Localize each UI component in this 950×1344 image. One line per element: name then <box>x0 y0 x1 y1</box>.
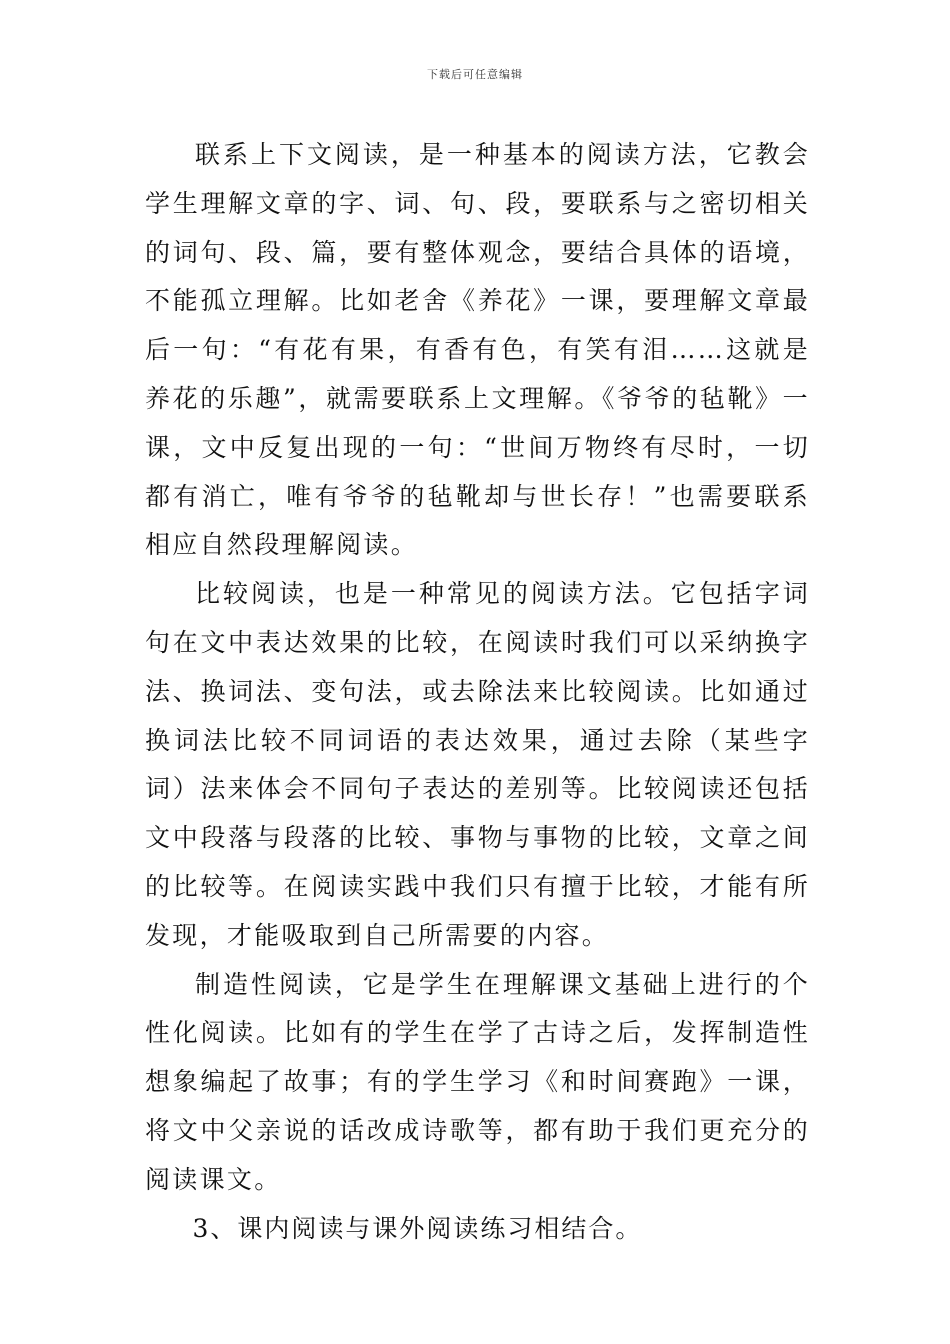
page-header: 下载后可任意编辑 <box>427 68 523 81</box>
paragraph-creative-reading: 制造性阅读，它是学生在理解课文基础上进行的个性化阅读。比如有的学生在学了古诗之后，发挥制造性想象编起了故事；有的学生学习《和时间赛跑》一课，将文中父亲说的话改成诗歌等，都有助于我们更充分的阅读课文。 <box>145 969 810 1194</box>
document-body <box>145 131 810 1253</box>
paragraph-context-reading: 联系上下文阅读，是一种基本的阅读方法，它教会学生理解文章的字、词、句、段，要联系与之密切相关的词句、段、篇，要有整体观念，要结合具体的语境，不能孤立理解。比如老舍《养花》一课，要理解文章最后一句：“有花有果，有香有色，有笑有泪……这就是养花的乐趣”，就需要联系上文理解。《爷爷的毡靴》一课，文中反复出现的一句：“世间万物终有尽时，一切都有消亡，唯有爷爷的毡靴却与世长存！”也需要联系相应自然段理解阅读。 <box>145 140 810 560</box>
section-heading-3: 3、课内阅读与课外阅读练习相结合。 <box>192 1213 643 1243</box>
paragraph-comparative-reading: 比较阅读，也是一种常见的阅读方法。它包括字词句在文中表达效果的比较，在阅读时我们可以采纳换字法、换词法、变句法，或去除法来比较阅读。比如通过换词法比较不同词语的表达效果，通过去除（某些字词）法来体会不同句子表达的差别等。比较阅读还包括文中段落与段落的比较、事物与事物的比较，文章之间的比较等。在阅读实践中我们只有擅于比较，才能有所发现，才能吸取到自己所需要的内容。 <box>145 579 810 950</box>
